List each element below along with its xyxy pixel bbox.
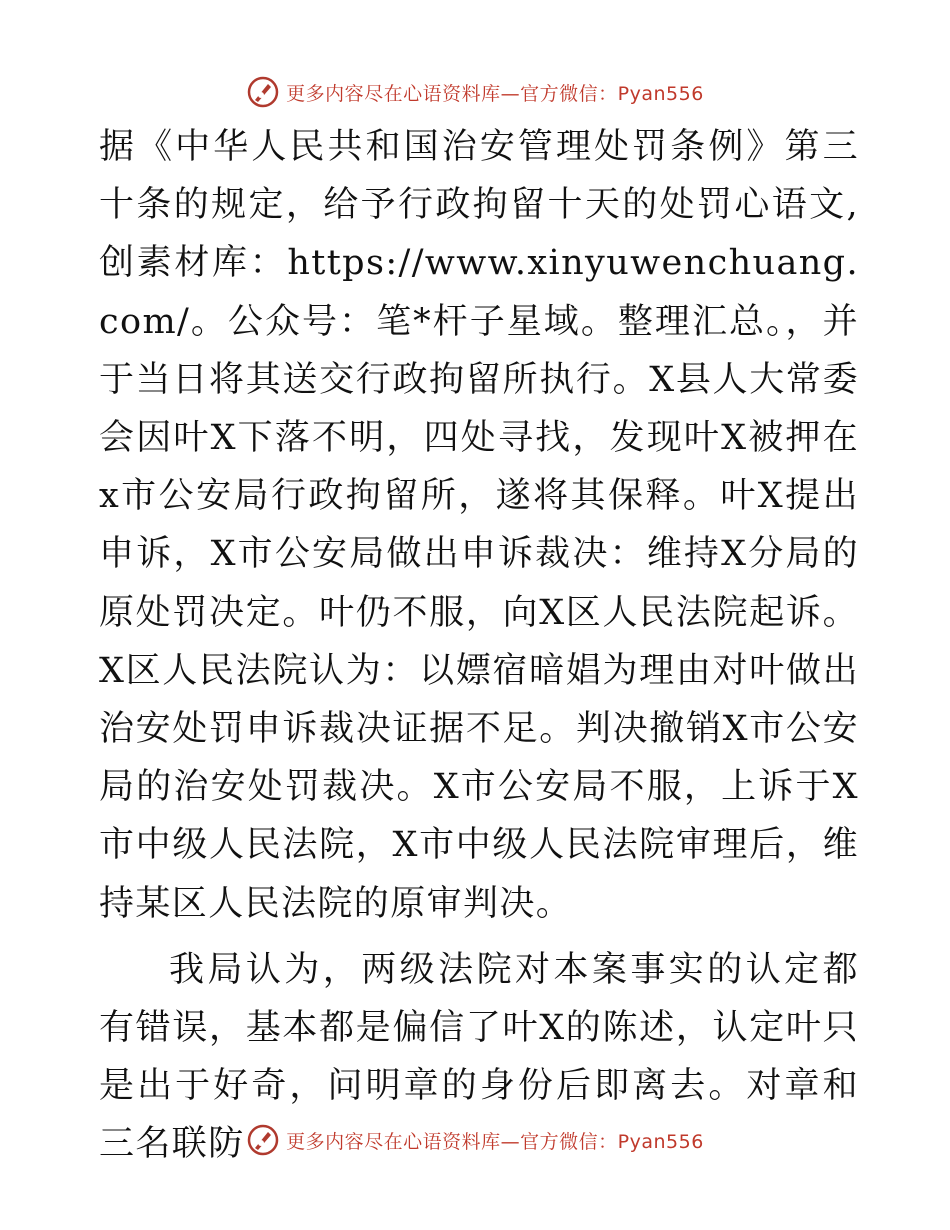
banner-text: 更多内容尽在心语资料库—官方微信：Pyan556 <box>286 82 704 105</box>
quill-pen-logo-icon <box>246 75 280 109</box>
body-paragraph-1: 据《中华人民共和国治安管理处罚条例》第三十条的规定，给予行政拘留十天的处罚心语文,创素材库：https://www.xinyuwenchuang.com/。公众号：笔*杆子星域。整理汇总。，并于当日将其送交行政拘留所执行。X县人大常委会因叶X下落不明，四处寻找，发现叶X被押在x市公安局行政拘留所，遂将其保释。叶X提出申诉，X市公安局做出申诉裁决：维持X分局的原处罚决定。叶仍不服，向X区人民法院起诉。X区人民法院认为：以嫖宿暗娼为理由对叶做出治安处罚申诉裁决证据不足。判决撤销X市公安局的治安处罚裁决。X市公安局不服，上诉于X市中级人民法院，X市中级人民法院审理后，维持某区人民法院的原审判决。 <box>99 127 859 924</box>
footer-banner <box>0 1120 950 1160</box>
banner-text: 更多内容尽在心语资料库—官方微信：Pyan556 <box>286 1130 704 1153</box>
quill-pen-logo-icon <box>246 1123 280 1157</box>
header-banner <box>0 72 950 112</box>
body-paragraph-2: 我局认为，两级法院对本案事实的认定都有错误，基本都是偏信了叶X的陈述，认定叶只是出于好奇，问明章的身份后即离去。对章和三名联防 <box>99 949 859 1165</box>
document-body <box>99 118 859 1174</box>
